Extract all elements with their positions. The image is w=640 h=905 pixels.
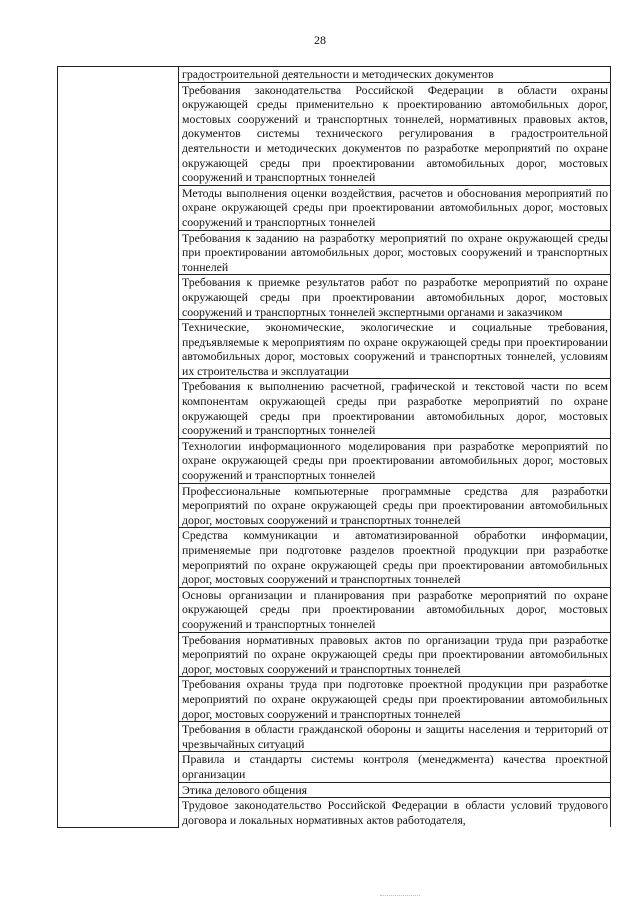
table-cell: Требования законодательства Российской Федерации в области охраны окружающей среды применительно к проектированию автомобильных дорог, мостовых сооружений и транспортных тоннелей, нормативных правовых актов, документов системы технического регулирования в градостроительной деятельности и методических документов по разработке мероприятий по охране окружающей среды при проектировании автомобильных дорог, мостовых сооружений и транспортных тоннелей	[179, 82, 611, 185]
table-cell: Требования в области гражданской обороны и защиты населения и территорий от чрезвычайных ситуаций	[179, 722, 611, 752]
table-cell: Требования к заданию на разработку мероприятий по охране окружающей среды при проектировании автомобильных дорог, мостовых сооружений и транспортных тоннелей	[179, 230, 611, 275]
table-cell: Средства коммуникации и автоматизированной обработки информации, применяемые при подготовке разделов проектной продукции при разработке мероприятий по охране окружающей среды при проектировании автомобильных дорог, мостовых сооружений и транспортных тоннелей	[179, 528, 611, 587]
table-cell: Профессиональные компьютерные программные средства для разработки мероприятий по охране окружающей среды при проектировании автомобильных дорог, мостовых сооружений и транспортных тоннелей	[179, 483, 611, 528]
table-cell: Трудовое законодательство Российской Федерации в области условий трудового договора и локальных нормативных актов работодателя,	[179, 798, 611, 828]
table-cell: Технические, экономические, экологические и социальные требования, предъявляемые к мероприятиям по охране окружающей среды при проектировании автомобильных дорог, мостовых сооружений и транспортных тоннелей, условиям их строительства и эксплуатации	[179, 320, 611, 379]
table-cell: Требования к приемке результатов работ по разработке мероприятий по охране окружающей среды при проектировании автомобильных дорог, мостовых сооружений и транспортных тоннелей экспертными органами и заказчиком	[179, 275, 611, 320]
table-cell: Методы выполнения оценки воздействия, расчетов и обоснования мероприятий по охране окружающей среды при проектировании автомобильных дорог, мостовых сооружений и транспортных тоннелей	[179, 185, 611, 230]
label-column-cell	[58, 67, 179, 828]
table-cell: Требования к выполнению расчетной, графической и текстовой части по всем компонентам окружающей среды при разработке мероприятий по охране окружающей среды при проектировании автомобильных дорог, мостовых сооружений и транспортных тоннелей	[179, 379, 611, 438]
requirements-table	[57, 66, 611, 828]
table-cell: Этика делового общения	[179, 782, 611, 798]
table-cell: Требования охраны труда при подготовке проектной продукции при разработке мероприятий по охране окружающей среды при проектировании автомобильных дорог, мостовых сооружений и транспортных тоннелей	[179, 677, 611, 722]
table-cell: Правила и стандарты системы контроля (менеджмента) качества проектной организации	[179, 752, 611, 782]
table-row	[58, 67, 611, 83]
table-cell: градостроительной деятельности и методических документов	[179, 67, 611, 83]
scan-artifact	[380, 895, 420, 897]
table-cell: Основы организации и планирования при разработке мероприятий по охране окружающей среды при проектировании автомобильных дорог, мостовых сооружений и транспортных тоннелей	[179, 587, 611, 632]
table-cell: Требования нормативных правовых актов по организации труда при разработке мероприятий по охране окружающей среды при проектировании автомобильных дорог, мостовых сооружений и транспортных тоннелей	[179, 632, 611, 677]
page-number: 28	[314, 33, 326, 47]
table-cell: Технологии информационного моделирования при разработке мероприятий по охране окружающей среды при проектировании автомобильных дорог, мостовых сооружений и транспортных тоннелей	[179, 438, 611, 483]
